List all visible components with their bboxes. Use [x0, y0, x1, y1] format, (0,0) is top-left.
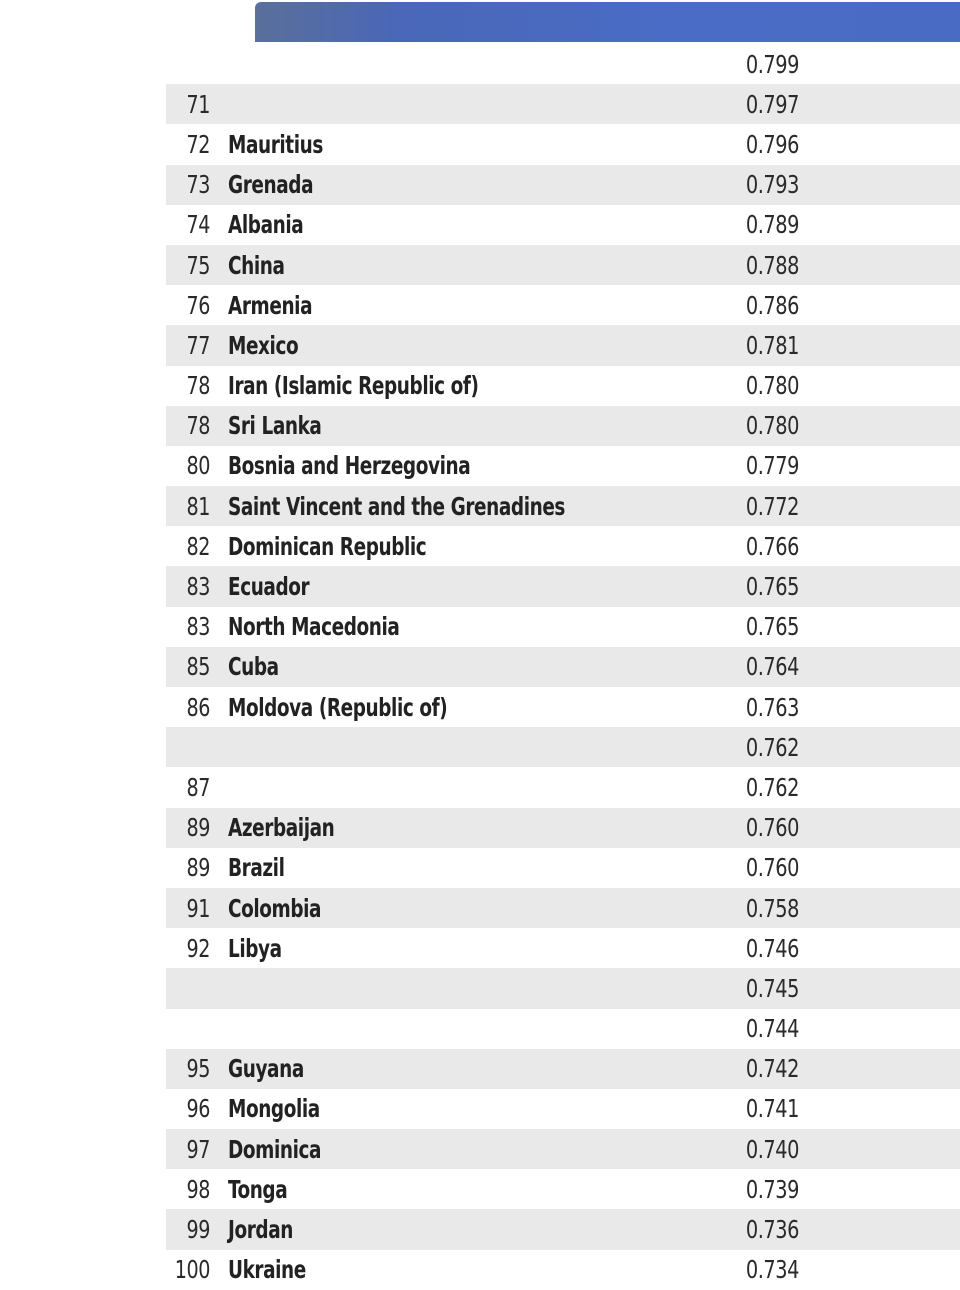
value-cell: 0.788 — [745, 250, 800, 280]
value-cell: 0.760 — [745, 813, 800, 843]
rank-cell: 82 — [186, 531, 210, 561]
rank-cell: 99 — [186, 1215, 210, 1245]
rank-cell: 89 — [186, 853, 210, 883]
value-cell: 0.736 — [745, 1215, 800, 1245]
table-row — [166, 285, 960, 325]
value-cell: 0.762 — [745, 772, 800, 802]
rank-cell: 86 — [186, 692, 210, 722]
rank-cell: 83 — [186, 612, 210, 642]
table-row — [166, 1250, 960, 1290]
country-cell: Mongolia — [228, 1094, 320, 1124]
table-row — [166, 406, 960, 446]
country-cell: Ecuador — [228, 572, 310, 602]
country-cell: Armenia — [228, 290, 313, 320]
value-cell: 0.765 — [745, 612, 800, 642]
value-cell: 0.734 — [745, 1255, 800, 1285]
value-cell: 0.793 — [745, 170, 800, 200]
rank-cell: 77 — [186, 330, 210, 360]
value-cell: 0.796 — [745, 129, 800, 159]
rank-cell: 95 — [186, 1054, 210, 1084]
value-cell: 0.740 — [745, 1134, 800, 1164]
header-bar — [255, 2, 960, 42]
value-cell: 0.780 — [745, 371, 800, 401]
table-row — [166, 325, 960, 365]
value-cell: 0.789 — [745, 210, 800, 240]
table-row — [166, 366, 960, 406]
country-cell: North Macedonia — [228, 612, 400, 642]
country-cell: Guyana — [228, 1054, 304, 1084]
table-row — [166, 205, 960, 245]
country-cell: Tonga — [228, 1174, 288, 1204]
value-cell: 0.763 — [745, 692, 800, 722]
rank-cell: 75 — [186, 250, 210, 280]
rank-cell: 74 — [186, 210, 210, 240]
table-row — [166, 808, 960, 848]
value-cell: 0.739 — [745, 1174, 800, 1204]
country-cell: Sri Lanka — [228, 411, 322, 441]
country-cell: Ukraine — [228, 1255, 306, 1285]
rank-cell: 91 — [186, 893, 210, 923]
value-cell: 0.764 — [745, 652, 800, 682]
rank-cell: 72 — [186, 129, 210, 159]
value-cell: 0.786 — [745, 290, 800, 320]
table-row — [166, 727, 960, 767]
table-row — [166, 888, 960, 928]
value-cell: 0.766 — [745, 531, 800, 561]
table-row — [166, 687, 960, 727]
value-cell: 0.772 — [745, 491, 800, 521]
table-row — [166, 647, 960, 687]
table-row — [166, 44, 960, 84]
country-cell: Mexico — [228, 330, 299, 360]
table-row — [166, 848, 960, 888]
country-cell: Azerbaijan — [228, 813, 335, 843]
rank-cell: 97 — [186, 1134, 210, 1164]
table-row — [166, 1089, 960, 1129]
rank-cell: 73 — [186, 170, 210, 200]
value-cell: 0.781 — [745, 330, 800, 360]
rank-cell: 100 — [174, 1255, 210, 1285]
country-cell: Jordan — [228, 1215, 293, 1245]
value-cell: 0.741 — [745, 1094, 800, 1124]
table-row — [166, 1209, 960, 1249]
country-cell: Saint Vincent and the Grenadines — [228, 491, 566, 521]
value-cell: 0.745 — [745, 973, 800, 1003]
country-cell: Colombia — [228, 893, 322, 923]
value-cell: 0.758 — [745, 893, 800, 923]
country-cell: Dominican Republic — [228, 531, 427, 561]
rank-cell: 80 — [186, 451, 210, 481]
country-cell: Bosnia and Herzegovina — [228, 451, 471, 481]
rank-cell: 76 — [186, 290, 210, 320]
rank-cell: 98 — [186, 1174, 210, 1204]
value-cell: 0.799 — [745, 49, 800, 79]
country-cell: Grenada — [228, 170, 314, 200]
table-row — [166, 1049, 960, 1089]
country-cell: Libya — [228, 933, 282, 963]
table-row — [166, 124, 960, 164]
table-row — [166, 607, 960, 647]
value-cell: 0.746 — [745, 933, 800, 963]
table-row — [166, 1129, 960, 1169]
table-row — [166, 446, 960, 486]
rank-cell: 92 — [186, 933, 210, 963]
table-row — [166, 245, 960, 285]
rank-cell: 81 — [186, 491, 210, 521]
table-row — [166, 968, 960, 1008]
table-row — [166, 486, 960, 526]
value-cell: 0.765 — [745, 572, 800, 602]
table-row — [166, 1169, 960, 1209]
country-cell: Albania — [228, 210, 304, 240]
value-cell: 0.762 — [745, 732, 800, 762]
rank-cell: 85 — [186, 652, 210, 682]
table-row — [166, 84, 960, 124]
rank-cell: 89 — [186, 813, 210, 843]
value-cell: 0.742 — [745, 1054, 800, 1084]
value-cell: 0.779 — [745, 451, 800, 481]
country-cell: China — [228, 250, 285, 280]
value-cell: 0.780 — [745, 411, 800, 441]
country-cell: Iran (Islamic Republic of) — [228, 371, 479, 401]
rank-cell: 96 — [186, 1094, 210, 1124]
table-row — [166, 526, 960, 566]
rank-cell: 78 — [186, 371, 210, 401]
table-row — [166, 165, 960, 205]
country-cell: Cuba — [228, 652, 279, 682]
country-cell: Dominica — [228, 1134, 322, 1164]
value-cell: 0.744 — [745, 1014, 800, 1044]
rank-cell: 71 — [186, 89, 210, 119]
country-cell: Moldova (Republic of) — [228, 692, 448, 722]
table-row — [166, 928, 960, 968]
rank-cell: 78 — [186, 411, 210, 441]
table-row — [166, 767, 960, 807]
country-cell: Mauritius — [228, 129, 323, 159]
rank-cell: 87 — [186, 772, 210, 802]
rank-cell: 83 — [186, 572, 210, 602]
value-cell: 0.760 — [745, 853, 800, 883]
value-cell: 0.797 — [745, 89, 800, 119]
table-row — [166, 1009, 960, 1049]
ranking-table — [166, 44, 960, 1290]
country-cell: Brazil — [228, 853, 285, 883]
table-row — [166, 566, 960, 606]
